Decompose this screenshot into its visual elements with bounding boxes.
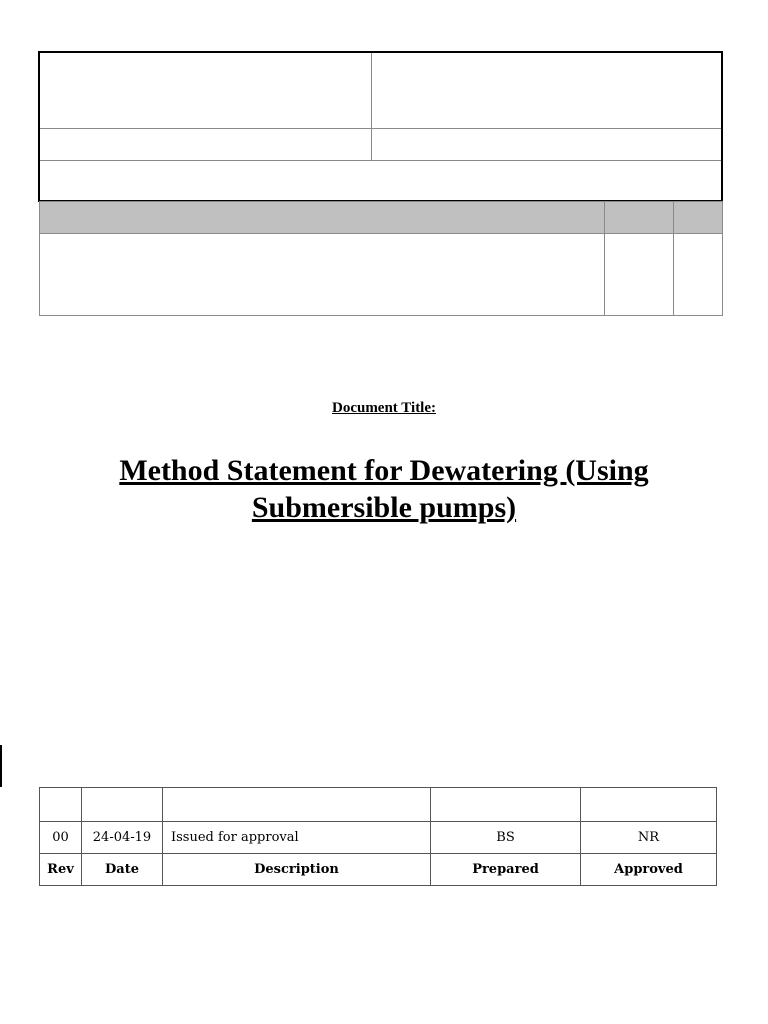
document-info-table xyxy=(39,201,723,316)
table-header-row xyxy=(40,854,717,886)
header-cell-wide xyxy=(40,161,723,202)
rev-cell xyxy=(40,788,82,822)
document-title: Method Statement for Dewatering (Using Submersible pumps) xyxy=(119,454,649,524)
prepared-header: Prepared xyxy=(431,854,581,886)
margin-mark xyxy=(0,745,2,787)
rev-header: Rev xyxy=(40,854,82,886)
prepared-cell: BS xyxy=(431,822,581,854)
info-header-cell xyxy=(40,202,605,234)
approved-cell: NR xyxy=(581,822,717,854)
info-header-cell xyxy=(605,202,674,234)
description-cell: Issued for approval xyxy=(163,822,431,854)
info-body-cell xyxy=(40,234,605,316)
header-cell-logo-left xyxy=(40,53,372,129)
rev-cell: 00 xyxy=(40,822,82,854)
approved-header: Approved xyxy=(581,854,717,886)
revision-table xyxy=(39,787,717,886)
info-body-cell xyxy=(674,234,723,316)
table-row xyxy=(40,788,717,822)
info-header-cell xyxy=(674,202,723,234)
date-header: Date xyxy=(82,854,163,886)
info-body-cell xyxy=(605,234,674,316)
description-header: Description xyxy=(163,854,431,886)
header-info-table xyxy=(39,52,723,202)
date-cell: 24-04-19 xyxy=(82,822,163,854)
header-cell-left xyxy=(40,129,372,161)
prepared-cell xyxy=(431,788,581,822)
header-cell-logo-right xyxy=(372,53,723,129)
date-cell xyxy=(82,788,163,822)
description-cell xyxy=(163,788,431,822)
table-row xyxy=(40,822,717,854)
document-title-label: Document Title: xyxy=(331,400,437,416)
header-cell-right xyxy=(372,129,723,161)
approved-cell xyxy=(581,788,717,822)
